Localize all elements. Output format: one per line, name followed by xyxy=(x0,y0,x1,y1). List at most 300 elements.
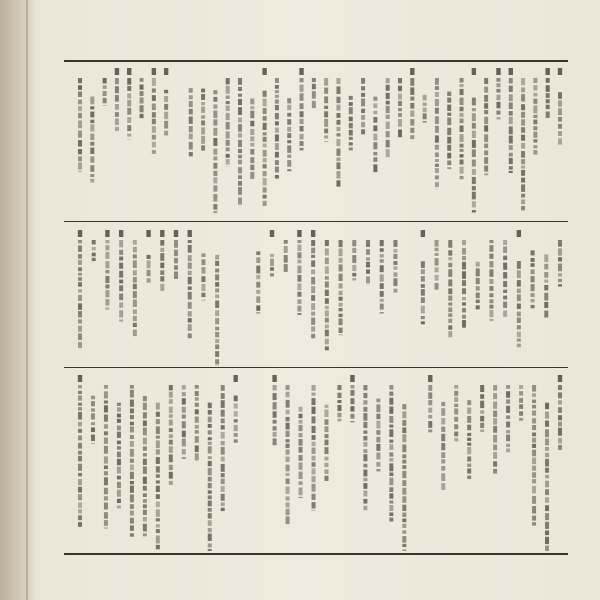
text-glyph-stroke xyxy=(506,444,510,447)
text-glyph-stroke xyxy=(117,467,121,474)
text-glyph-stroke xyxy=(156,529,160,533)
text-glyph-stroke xyxy=(349,137,353,140)
text-glyph-stroke xyxy=(373,103,377,108)
text-glyph-stroke xyxy=(221,425,225,429)
text-glyph-stroke xyxy=(532,411,536,416)
text-glyph-stroke xyxy=(312,416,316,423)
text-glyph-stroke xyxy=(476,262,480,267)
text-glyph-stroke xyxy=(447,92,451,97)
text-glyph-stroke xyxy=(448,263,452,268)
text-glyph-stroke xyxy=(300,134,304,140)
text-glyph-stroke xyxy=(275,152,279,158)
text-glyph-stroke xyxy=(115,95,119,102)
text-glyph-stroke xyxy=(164,96,168,102)
text-glyph-stroke xyxy=(454,424,458,429)
text-glyph-stroke xyxy=(380,248,384,252)
text-glyph-stroke xyxy=(78,326,82,332)
text-glyph-stroke xyxy=(389,472,393,475)
text-glyph-stroke xyxy=(133,309,137,314)
text-glyph-stroke xyxy=(484,78,488,84)
text-glyph-stroke xyxy=(336,105,340,111)
text-glyph-stroke xyxy=(435,240,439,246)
text-glyph-stroke xyxy=(421,269,425,274)
text-glyph-stroke xyxy=(460,125,464,131)
text-glyph-stroke xyxy=(324,447,328,454)
text-glyph-stroke xyxy=(208,446,212,453)
text-glyph-stroke xyxy=(156,486,160,492)
text-glyph-stroke xyxy=(467,416,471,423)
text-glyph-stroke xyxy=(509,86,513,92)
text-glyph-stroke xyxy=(311,286,315,293)
text-glyph-stroke xyxy=(300,111,304,117)
text-glyph-stroke xyxy=(143,446,147,450)
text-glyph-stroke xyxy=(156,509,160,516)
text-glyph-stroke xyxy=(270,259,274,267)
text-glyph-stroke xyxy=(533,120,537,125)
text-glyph-stroke xyxy=(503,290,507,293)
text-glyph-stroke xyxy=(105,276,109,283)
text-glyph-stroke xyxy=(297,266,301,274)
text-glyph-stroke xyxy=(363,442,367,447)
text-glyph-stroke xyxy=(312,456,316,461)
text-glyph-stroke xyxy=(386,93,390,99)
text-glyph-stroke xyxy=(546,105,550,109)
text-glyph-stroke xyxy=(402,488,406,495)
text-glyph-stroke xyxy=(532,457,536,464)
text-glyph-stroke xyxy=(376,452,380,459)
text-glyph-stroke xyxy=(480,385,484,392)
text-glyph-stroke xyxy=(376,462,380,467)
text-glyph-stroke xyxy=(380,299,384,302)
text-glyph-stroke xyxy=(506,430,510,433)
text-glyph-stroke xyxy=(503,246,507,253)
text-glyph-stroke xyxy=(201,145,205,150)
text-glyph-stroke xyxy=(480,401,484,408)
text-glyph-stroke xyxy=(558,100,562,107)
vertical-text-band-top xyxy=(0,64,600,219)
text-glyph-stroke xyxy=(201,253,205,257)
text-glyph-stroke xyxy=(544,285,548,290)
text-glyph-stroke xyxy=(169,472,173,479)
text-glyph-stroke xyxy=(484,150,488,155)
text-glyph-stroke xyxy=(366,240,370,247)
text-glyph-stroke xyxy=(201,107,205,113)
text-glyph-stroke xyxy=(234,433,238,437)
text-glyph-stroke xyxy=(448,302,452,305)
text-glyph-stroke xyxy=(462,302,466,305)
speaker-mark xyxy=(299,68,303,75)
text-glyph-stroke xyxy=(517,325,521,329)
text-glyph-stroke xyxy=(208,468,212,475)
text-glyph-stroke xyxy=(509,102,513,109)
text-glyph-stroke xyxy=(201,102,205,105)
text-glyph-stroke xyxy=(208,490,212,493)
text-glyph-stroke xyxy=(286,400,290,408)
text-glyph-stroke xyxy=(472,160,476,167)
text-glyph-stroke xyxy=(324,434,328,438)
text-glyph-stroke xyxy=(297,252,301,258)
text-glyph-stroke xyxy=(152,142,156,148)
text-glyph-stroke xyxy=(127,134,131,137)
text-glyph-stroke xyxy=(208,549,212,551)
text-glyph-stroke xyxy=(521,170,525,176)
text-glyph-stroke xyxy=(213,149,217,155)
text-glyph-stroke xyxy=(312,468,316,474)
text-glyph-stroke xyxy=(410,110,414,116)
text-glyph-stroke xyxy=(506,415,510,419)
text-glyph-stroke xyxy=(532,425,536,430)
text-glyph-stroke xyxy=(373,97,377,101)
text-glyph-stroke xyxy=(90,112,94,118)
text-glyph-stroke xyxy=(287,140,291,143)
text-glyph-stroke xyxy=(263,201,267,206)
text-glyph-stroke xyxy=(350,385,354,388)
text-glyph-stroke xyxy=(238,140,242,147)
text-glyph-stroke xyxy=(325,310,329,316)
text-glyph-stroke xyxy=(213,204,217,210)
text-glyph-stroke xyxy=(312,435,316,440)
text-glyph-stroke xyxy=(546,78,550,83)
text-glyph-stroke xyxy=(423,113,427,119)
text-glyph-stroke xyxy=(410,135,414,139)
text-glyph-stroke xyxy=(325,290,329,296)
text-glyph-stroke xyxy=(324,88,328,94)
text-glyph-stroke xyxy=(208,461,212,466)
text-glyph-stroke xyxy=(143,499,147,503)
text-glyph-stroke xyxy=(386,140,390,148)
text-glyph-stroke xyxy=(493,444,497,450)
text-glyph-stroke xyxy=(169,420,173,426)
text-glyph-stroke xyxy=(339,291,343,295)
text-glyph-stroke xyxy=(174,250,178,257)
text-glyph-stroke xyxy=(182,438,186,446)
text-glyph-stroke xyxy=(531,299,535,302)
text-glyph-stroke xyxy=(78,100,82,105)
text-glyph-stroke xyxy=(472,140,476,148)
text-glyph-stroke xyxy=(119,285,123,291)
text-glyph-stroke xyxy=(143,396,147,401)
text-glyph-stroke xyxy=(215,310,219,316)
text-glyph-stroke xyxy=(117,459,121,465)
text-glyph-stroke xyxy=(130,494,134,502)
text-glyph-stroke xyxy=(299,462,303,469)
text-glyph-stroke xyxy=(221,502,225,506)
text-glyph-stroke xyxy=(493,393,497,399)
text-glyph-stroke xyxy=(188,277,192,285)
text-glyph-stroke xyxy=(339,264,343,271)
text-glyph-stroke xyxy=(140,91,144,96)
text-glyph-stroke xyxy=(208,410,212,415)
text-glyph-stroke xyxy=(263,108,267,114)
text-glyph-stroke xyxy=(103,105,107,106)
text-glyph-stroke xyxy=(325,281,329,287)
text-glyph-stroke xyxy=(104,438,108,444)
text-glyph-stroke xyxy=(215,344,219,349)
text-glyph-stroke xyxy=(275,143,279,150)
text-glyph-stroke xyxy=(467,456,471,461)
text-glyph-stroke xyxy=(336,127,340,131)
speaker-mark xyxy=(428,375,432,382)
text-glyph-stroke xyxy=(472,108,476,111)
text-glyph-stroke xyxy=(312,385,316,391)
text-glyph-stroke xyxy=(517,289,521,293)
text-glyph-stroke xyxy=(169,434,173,438)
text-glyph-stroke xyxy=(213,185,217,191)
text-glyph-stroke xyxy=(454,397,458,402)
text-glyph-stroke xyxy=(336,162,340,169)
text-glyph-stroke xyxy=(376,414,380,420)
text-glyph-stroke xyxy=(467,463,471,466)
text-glyph-stroke xyxy=(496,111,500,115)
text-glyph-stroke xyxy=(250,165,254,171)
text-glyph-stroke xyxy=(324,469,328,473)
text-glyph-stroke xyxy=(90,174,94,177)
text-glyph-stroke xyxy=(90,124,94,131)
text-glyph-stroke xyxy=(544,311,548,318)
text-glyph-stroke xyxy=(533,78,537,83)
text-glyph-stroke xyxy=(300,85,304,92)
text-glyph-stroke xyxy=(435,86,439,90)
text-glyph-stroke xyxy=(441,443,445,450)
text-glyph-stroke xyxy=(256,296,260,303)
speaker-mark xyxy=(558,68,562,75)
text-glyph-stroke xyxy=(558,248,562,255)
text-glyph-stroke xyxy=(221,457,225,462)
text-glyph-stroke xyxy=(460,89,464,95)
text-glyph-stroke xyxy=(188,311,192,316)
text-glyph-stroke xyxy=(286,410,290,415)
text-glyph-stroke xyxy=(78,473,82,477)
text-glyph-stroke xyxy=(324,106,328,109)
text-glyph-stroke xyxy=(156,403,160,410)
text-glyph-stroke xyxy=(78,456,82,461)
text-glyph-stroke xyxy=(78,429,82,433)
text-glyph-stroke xyxy=(78,120,82,128)
text-glyph-stroke xyxy=(421,289,425,296)
text-glyph-stroke xyxy=(133,330,137,336)
text-glyph-stroke xyxy=(299,497,303,498)
text-glyph-stroke xyxy=(312,398,316,405)
text-glyph-stroke xyxy=(373,157,377,162)
text-glyph-stroke xyxy=(215,332,219,337)
text-glyph-stroke xyxy=(119,302,123,307)
text-glyph-stroke xyxy=(215,351,219,357)
text-glyph-stroke xyxy=(78,395,82,400)
text-glyph-stroke xyxy=(386,131,390,137)
speaker-mark xyxy=(509,68,513,75)
text-glyph-stroke xyxy=(462,256,466,260)
text-glyph-stroke xyxy=(545,412,549,419)
text-glyph-stroke xyxy=(119,280,123,284)
text-glyph-stroke xyxy=(226,78,230,84)
text-glyph-stroke xyxy=(462,308,466,313)
speaker-mark xyxy=(472,68,476,75)
text-glyph-stroke xyxy=(402,471,406,478)
text-glyph-stroke xyxy=(454,417,458,422)
text-glyph-stroke xyxy=(221,479,225,484)
text-glyph-stroke xyxy=(389,406,393,413)
speaker-mark xyxy=(78,230,82,237)
text-glyph-stroke xyxy=(78,522,82,527)
text-glyph-stroke xyxy=(275,85,279,89)
text-glyph-stroke xyxy=(213,194,217,202)
text-glyph-stroke xyxy=(213,90,217,94)
text-glyph-stroke xyxy=(174,265,178,270)
text-glyph-stroke xyxy=(428,392,432,398)
text-glyph-stroke xyxy=(152,78,156,86)
text-glyph-stroke xyxy=(263,164,267,168)
text-glyph-stroke xyxy=(188,263,192,269)
text-glyph-stroke xyxy=(336,133,340,136)
text-glyph-stroke xyxy=(480,416,484,422)
text-glyph-stroke xyxy=(506,448,510,452)
text-glyph-stroke xyxy=(337,405,341,411)
text-glyph-stroke xyxy=(263,123,267,130)
text-glyph-stroke xyxy=(160,276,164,281)
text-glyph-stroke xyxy=(104,512,108,519)
text-glyph-stroke xyxy=(156,466,160,472)
text-glyph-stroke xyxy=(117,441,121,445)
text-glyph-stroke xyxy=(462,320,466,328)
text-glyph-stroke xyxy=(143,524,147,532)
text-glyph-stroke xyxy=(103,98,107,103)
text-glyph-stroke xyxy=(532,496,536,504)
text-glyph-stroke xyxy=(462,240,466,245)
text-glyph-stroke xyxy=(226,101,230,104)
text-glyph-stroke xyxy=(532,479,536,483)
text-glyph-stroke xyxy=(366,249,370,255)
text-glyph-stroke xyxy=(208,501,212,507)
text-glyph-stroke xyxy=(521,194,525,198)
text-glyph-stroke xyxy=(532,400,536,403)
text-glyph-stroke xyxy=(402,427,406,433)
text-glyph-stroke xyxy=(350,414,354,419)
text-glyph-stroke xyxy=(376,399,380,403)
text-glyph-stroke xyxy=(119,263,123,269)
text-glyph-stroke xyxy=(398,119,402,127)
text-glyph-stroke xyxy=(402,513,406,517)
speaker-mark xyxy=(78,375,82,382)
text-glyph-stroke xyxy=(361,99,365,107)
text-glyph-stroke xyxy=(380,274,384,281)
text-glyph-stroke xyxy=(208,437,212,440)
text-glyph-stroke xyxy=(263,137,267,142)
text-glyph-stroke xyxy=(325,346,329,350)
text-glyph-stroke xyxy=(127,125,131,131)
text-glyph-stroke xyxy=(297,283,301,290)
text-glyph-stroke xyxy=(325,306,329,309)
text-glyph-stroke xyxy=(91,413,95,419)
text-glyph-stroke xyxy=(503,296,507,300)
text-glyph-stroke xyxy=(238,133,242,138)
text-glyph-stroke xyxy=(517,339,521,342)
text-glyph-stroke xyxy=(532,438,536,443)
text-glyph-stroke xyxy=(208,456,212,459)
text-glyph-stroke xyxy=(509,126,513,134)
speaker-mark xyxy=(188,230,192,237)
text-glyph-stroke xyxy=(189,126,193,132)
text-glyph-stroke xyxy=(532,522,536,526)
text-glyph-stroke xyxy=(226,113,230,120)
text-glyph-stroke xyxy=(238,175,242,179)
text-glyph-stroke xyxy=(533,132,537,138)
text-glyph-stroke xyxy=(435,108,439,114)
text-glyph-stroke xyxy=(393,272,397,276)
text-glyph-stroke xyxy=(250,129,254,135)
text-glyph-stroke xyxy=(447,128,451,135)
text-glyph-stroke xyxy=(133,277,137,282)
text-glyph-stroke xyxy=(90,97,94,105)
text-glyph-stroke xyxy=(373,164,377,172)
text-glyph-stroke xyxy=(386,78,390,83)
text-glyph-stroke xyxy=(454,432,458,437)
text-glyph-stroke xyxy=(380,304,384,310)
text-glyph-stroke xyxy=(428,400,432,405)
text-glyph-stroke xyxy=(78,319,82,323)
text-glyph-stroke xyxy=(250,143,254,147)
text-glyph-stroke xyxy=(90,120,94,123)
text-glyph-stroke xyxy=(324,405,328,408)
text-glyph-stroke xyxy=(286,516,290,524)
text-glyph-stroke xyxy=(532,450,536,457)
text-glyph-stroke xyxy=(286,509,290,515)
text-glyph-stroke xyxy=(127,86,131,91)
text-glyph-stroke xyxy=(402,519,406,523)
text-glyph-stroke xyxy=(447,105,451,111)
text-glyph-stroke xyxy=(484,173,488,175)
text-glyph-stroke xyxy=(275,99,279,103)
text-glyph-stroke xyxy=(299,439,303,446)
text-glyph-stroke xyxy=(521,166,525,169)
text-glyph-stroke xyxy=(234,396,238,402)
text-glyph-stroke xyxy=(386,122,390,129)
text-glyph-stroke xyxy=(398,129,402,137)
text-glyph-stroke xyxy=(92,240,96,244)
text-glyph-stroke xyxy=(336,86,340,94)
text-glyph-stroke xyxy=(238,187,242,195)
text-glyph-stroke xyxy=(339,274,343,281)
text-glyph-stroke xyxy=(238,160,242,165)
text-glyph-stroke xyxy=(503,302,507,308)
text-glyph-stroke xyxy=(493,469,497,474)
text-glyph-stroke xyxy=(130,435,134,439)
text-glyph-stroke xyxy=(208,508,212,512)
text-glyph-stroke xyxy=(435,283,439,290)
text-glyph-stroke xyxy=(545,439,549,446)
text-glyph-stroke xyxy=(143,459,147,465)
text-glyph-stroke xyxy=(174,272,178,279)
text-glyph-stroke xyxy=(410,97,414,101)
text-glyph-stroke xyxy=(531,276,535,282)
text-glyph-stroke xyxy=(104,400,108,403)
text-glyph-stroke xyxy=(143,504,147,508)
text-glyph-stroke xyxy=(215,261,219,266)
text-glyph-stroke xyxy=(250,172,254,179)
text-glyph-stroke xyxy=(90,106,94,109)
text-glyph-stroke xyxy=(484,125,488,131)
text-glyph-stroke xyxy=(156,449,160,454)
text-glyph-stroke xyxy=(156,535,160,543)
text-glyph-stroke xyxy=(544,280,548,283)
text-glyph-stroke xyxy=(366,257,370,260)
text-glyph-stroke xyxy=(256,275,260,279)
text-glyph-stroke xyxy=(462,271,466,279)
text-glyph-stroke xyxy=(448,240,452,248)
text-glyph-stroke xyxy=(421,316,425,319)
text-glyph-stroke xyxy=(78,303,82,309)
text-glyph-stroke xyxy=(143,533,147,536)
text-glyph-stroke xyxy=(160,248,164,252)
